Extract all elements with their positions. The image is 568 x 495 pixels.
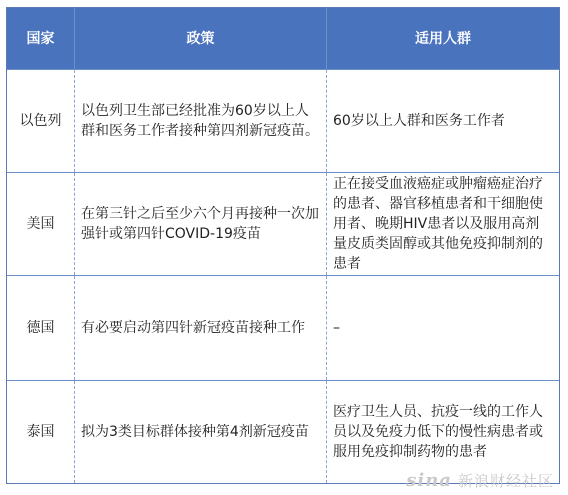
population-text: 医疗卫生人员、抗疫一线的工作人员以及免疫力低下的慢性病患者或服用免疫抑制药物的患者 bbox=[333, 404, 543, 460]
table-row bbox=[7, 380, 559, 483]
policy-cell bbox=[74, 276, 326, 380]
country-cell: 美国 bbox=[26, 216, 55, 232]
sina-logo: sina bbox=[406, 470, 452, 491]
table-row bbox=[7, 275, 559, 380]
population-text: 正在接受血液癌症或肿瘤癌症治疗的患者、器官移植患者和干细胞使用者、晚期HIV患者以及服用高剂量皮质类固醇或其他免疫抑制剂的患者 bbox=[333, 176, 543, 272]
population-cell bbox=[326, 173, 559, 275]
sina-watermark bbox=[406, 470, 554, 491]
country-cell: 泰国 bbox=[26, 424, 55, 440]
table-row bbox=[7, 172, 559, 275]
policy-cell bbox=[74, 381, 326, 483]
policy-table bbox=[6, 7, 560, 484]
population-cell bbox=[326, 381, 559, 483]
header-policy: 政策 bbox=[74, 8, 326, 69]
population-text: 60岁以上人群和医务工作者 bbox=[333, 113, 505, 129]
header-population: 适用人群 bbox=[326, 8, 559, 69]
population-cell bbox=[326, 70, 559, 172]
population-text: – bbox=[333, 320, 340, 336]
policy-cell bbox=[74, 70, 326, 172]
policy-text: 在第三针之后至少六个月再接种一次加强针或第四针COVID-19疫苗 bbox=[81, 206, 319, 242]
country-cell: 德国 bbox=[26, 320, 55, 336]
table-header-row bbox=[7, 8, 559, 69]
table-row bbox=[7, 69, 559, 172]
policy-text: 以色列卫生部已经批准为60岁以上人群和医务工作者接种第四剂新冠疫苗。 bbox=[81, 103, 319, 139]
country-cell: 以色列 bbox=[19, 113, 62, 129]
population-cell bbox=[326, 276, 559, 380]
policy-cell bbox=[74, 173, 326, 275]
policy-text: 有必要启动第四针新冠疫苗接种工作 bbox=[81, 320, 305, 336]
policy-text: 拟为3类目标群体接种第4剂新冠疫苗 bbox=[81, 424, 309, 440]
watermark-text: 新浪财经社区 bbox=[457, 472, 554, 490]
header-country: 国家 bbox=[26, 30, 55, 47]
